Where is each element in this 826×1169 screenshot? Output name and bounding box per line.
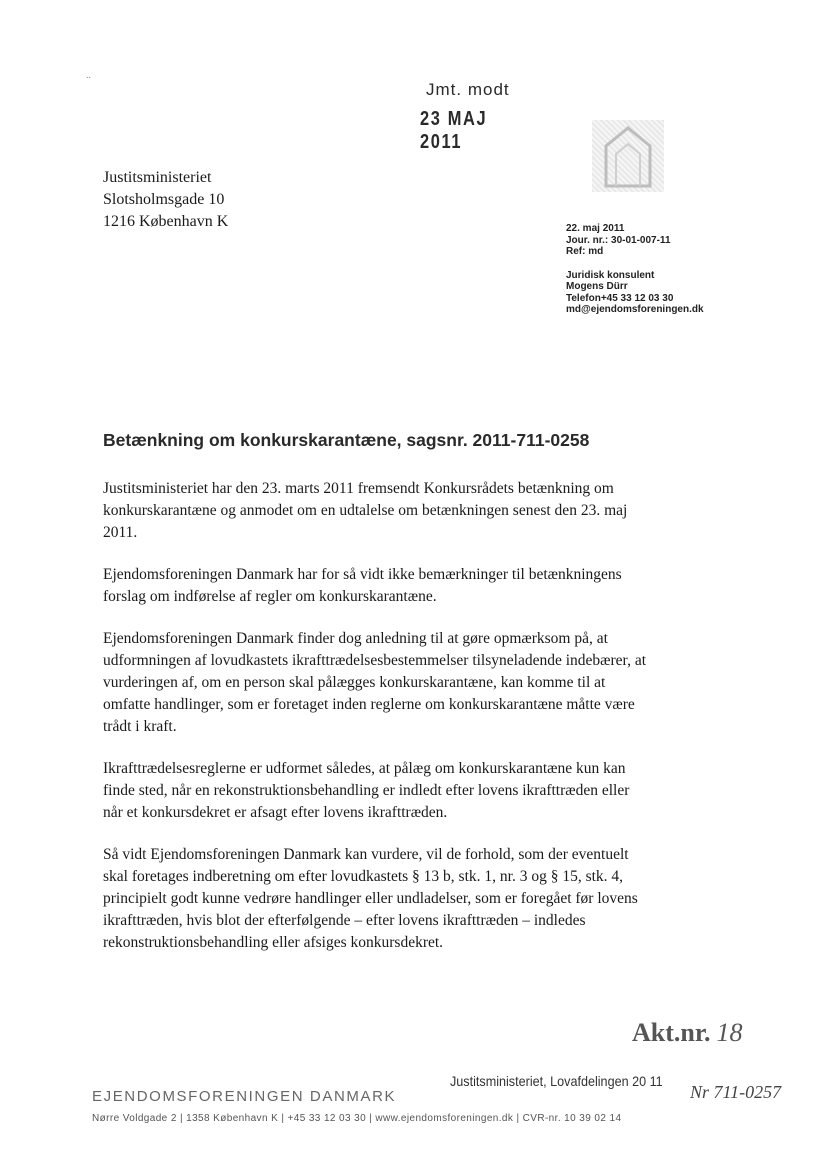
akt-number-label: Akt.nr. [632, 1018, 711, 1047]
seal-icon [592, 120, 664, 192]
recipient-city: 1216 København K [103, 213, 229, 230]
footer-address: Nørre Voldgade 2 | 1358 København K | +45 33 12 03 30 | www.ejendomsforeningen.dk | CVR-nr. 10 39 02 14 [92, 1113, 622, 1124]
paragraph-2: Ejendomsforeningen Danmark har for så vidt ikke bemærkninger til betænkningens forslag om indførelse af regler om konkurskarantæne. [103, 566, 622, 605]
received-stamp-label: Jmt. modt [426, 80, 510, 99]
received-stamp-date: 23 MAJ 2011 [420, 108, 488, 153]
scan-speck: .. [86, 70, 91, 81]
letter-title: Betænkning om konkurskarantæne, sagsnr. 2011-711-0258 [103, 430, 590, 450]
recipient-name: Justitsministeriet [103, 169, 212, 186]
seal-shape [592, 120, 664, 192]
sender-name: Mogens Dürr [566, 281, 628, 292]
sender-role: Juridisk konsulent [566, 269, 655, 281]
ministry-stamp: Justitsministeriet, Lovafdelingen 20 11 [450, 1073, 663, 1089]
letter-meta [566, 223, 704, 316]
paragraph-1: Justitsministeriet har den 23. marts 2011 fremsendt Konkursrådets betænkning om konkurskarantæne og anmodet om en udtalelse om betænkningen senest den 23. maj 2011. [103, 480, 628, 541]
akt-number-stamp [632, 1018, 743, 1048]
handwritten-number: Nr 711-0257 [690, 1082, 782, 1102]
letter-date: 22. maj 2011 [566, 223, 625, 234]
recipient-address [103, 167, 228, 233]
akt-number-value: 18 [716, 1018, 743, 1047]
sender-email: md@ejendomsforeningen.dk [566, 304, 704, 315]
brand-logo-text: EJENDOMSFORENINGEN DANMARK [92, 1088, 397, 1105]
reference: Ref: md [566, 246, 604, 257]
paragraph-4: Ikrafttrædelsesreglerne er udformet således, at pålæg om konkurskarantæne kun kan finde sted, når en rekonstruktionsbehandling er indledt efter lovens ikrafttræden eller når et konkursdekret er afsagt efter lovens ikrafttræden. [103, 760, 630, 821]
sender-phone: Telefon+45 33 12 03 30 [566, 292, 674, 304]
received-stamp [420, 80, 550, 154]
letter-body [103, 478, 648, 974]
journal-number: Jour. nr.: 30-01-007-11 [566, 234, 671, 246]
recipient-street: Slotsholmsgade 10 [103, 191, 225, 208]
paragraph-3: Ejendomsforeningen Danmark finder dog anledning til at gøre opmærksom på, at udformningen af lovudkastets ikrafttrædelsesbestemmelser tilsyneladende indebærer, at vurderingen af, om en person skal pålægges konkurskarantæne, kan komme til at omfatte handlinger, som er foretaget inden reglerne om konkurskarantæne måtte være trådt i kraft. [103, 630, 647, 735]
paragraph-5: Så vidt Ejendomsforeningen Danmark kan vurdere, vil de forhold, som der eventuelt skal foretages indberetning om efter lovudkastets § 13 b, stk. 1, nr. 3 og § 15, stk. 4, principielt godt kunne vedrøre handlinger eller undladelser, som er foregået før lovens ikrafttræden, hvis blot der efterfølgende – efter lovens ikrafttræden – indledes rekonstruktionsbehandling eller afsiges konkursdekret. [103, 846, 638, 951]
